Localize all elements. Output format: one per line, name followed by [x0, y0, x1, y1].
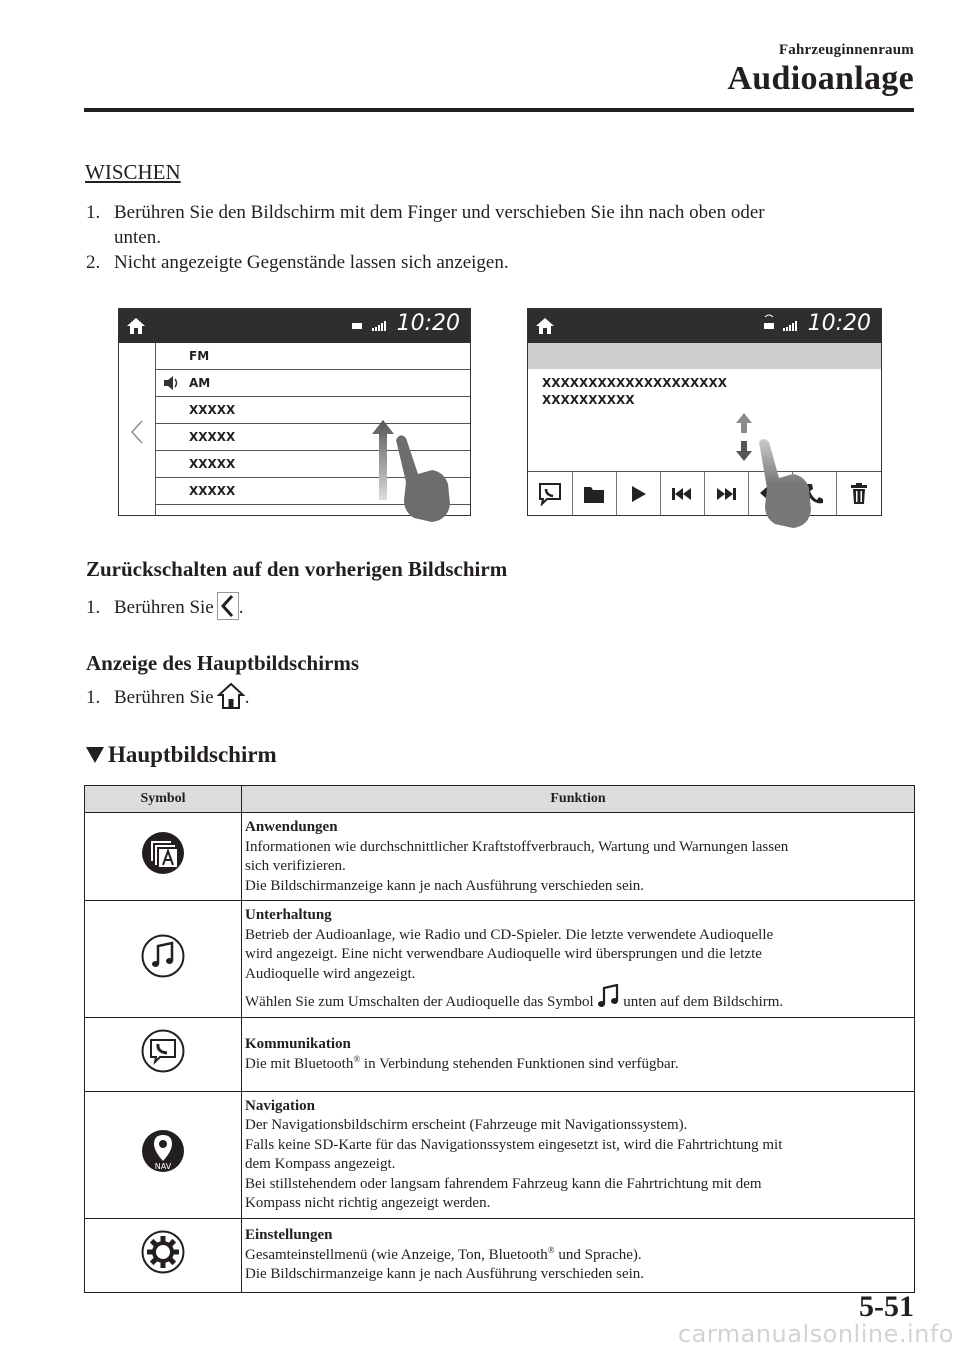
back-heading: Zurückschalten auf den vorherigen Bildschirm	[86, 557, 508, 581]
settings-gear-icon	[141, 1230, 185, 1274]
function-cell: Navigation Der Navigationsbildschirm erscheint (Fahrzeuge mit Navigationssystem). Falls keine SD-Karte für das Navigationssystem eingesetzt ist, wird die Fahrtrichtung mit dem Kompass angezeigt. Bei stillstehendem oder langsam fahrendem Fahrzeug kann die Fahrtrichtung mit dem Kompass nicht richtig angezeigt werden.	[242, 1091, 915, 1218]
table-row	[85, 901, 915, 1018]
list-item[interactable]: XXXXX	[155, 478, 470, 505]
table-row	[85, 1017, 915, 1091]
list-item[interactable]: XXXXX	[155, 424, 470, 451]
back-step: 1. Berühren Sie .	[86, 592, 243, 620]
function-cell: Kommunikation Die mit Bluetooth® in Verbindung stehenden Funktionen sind verfügbar.	[242, 1017, 915, 1091]
symbol-cell	[85, 1091, 242, 1218]
function-table	[84, 785, 915, 1293]
back-chevron-icon	[217, 592, 239, 620]
symbol-cell	[85, 813, 242, 901]
toolbar-btn[interactable]	[660, 472, 705, 516]
grey-band	[528, 343, 881, 369]
music-note-icon	[597, 984, 619, 1010]
step-number: 1.	[86, 597, 101, 618]
triangle-bullet-icon	[86, 747, 104, 763]
signal-icon	[352, 321, 388, 331]
table-row	[85, 813, 915, 901]
home-icon[interactable]	[534, 316, 556, 336]
list-item[interactable]: XXXXX	[155, 397, 470, 424]
toolbar-btn[interactable]	[836, 472, 881, 516]
step-text-cont: unten.	[114, 227, 161, 248]
table-row	[85, 1218, 915, 1292]
page-title: Audioanlage	[727, 60, 914, 97]
table-header-row	[85, 786, 915, 813]
wischen-step-1	[86, 200, 906, 248]
function-cell: Anwendungen Informationen wie durchschnittlicher Kraftstoffverbrauch, Wartung und Warnungen lassen sich verifizieren. Die Bildschirmanzeige kann je nach Ausführung verschieden sein.	[242, 813, 915, 901]
home-heading: Anzeige des Hauptbildschirms	[86, 651, 360, 675]
toolbar	[528, 471, 881, 516]
toolbar-btn[interactable]	[528, 472, 573, 516]
signal-icon	[763, 313, 799, 333]
table-row	[85, 1091, 915, 1218]
communication-icon	[141, 1029, 185, 1073]
header-rule	[84, 108, 914, 112]
step-number: 1.	[86, 202, 101, 223]
symbol-cell	[85, 901, 242, 1018]
header-function: Funktion	[242, 786, 915, 813]
toolbar-btn[interactable]	[704, 472, 749, 516]
function-cell: Einstellungen Gesamteinstellmenü (wie Anzeige, Ton, Bluetooth® und Sprache). Die Bildschirmanzeige kann je nach Ausführung verschieden sein.	[242, 1218, 915, 1292]
music-note-icon	[141, 934, 185, 978]
list-item[interactable]: XXXXX	[155, 451, 470, 478]
scroll-arrows-icon	[735, 413, 753, 461]
symbol-cell	[85, 1218, 242, 1292]
main-screen-heading: Hauptbildschirm	[86, 742, 277, 768]
trash-icon	[850, 483, 868, 505]
symbol-cell	[85, 1017, 242, 1091]
status-bar	[119, 309, 470, 343]
message-text: XXXXXXXXXXXXXXXXXXXX XXXXXXXXXX	[542, 376, 728, 407]
function-cell: Unterhaltung Betrieb der Audioanlage, wie Radio und CD-Spieler. Die letzte verwendete Audioquelle wird angezeigt. Eine nicht verwendbare Audioquelle wird übersprungen und die letzte Audioquelle wird angezeigt. Wählen Sie zum Umschalten der Audioquelle das Symbol unten auf dem Bildschirm.	[242, 901, 915, 1018]
wischen-heading: WISCHEN	[85, 160, 181, 184]
step-number: 1.	[86, 687, 101, 708]
header-symbol: Symbol	[85, 786, 242, 813]
section-name: Fahrzeuginnenraum	[778, 42, 914, 58]
navigation-icon	[141, 1129, 185, 1173]
watermark: carmanualsonline.info	[677, 1320, 954, 1348]
folder-icon	[583, 484, 605, 504]
back-chevron-icon[interactable]	[129, 419, 147, 445]
step-text: Berühren Sie	[114, 687, 214, 708]
step-text: Berühren Sie den Bildschirm mit dem Finger und verschieben Sie ihn nach oben oder	[114, 202, 765, 223]
detail-screen-illustration	[527, 308, 882, 516]
previous-track-icon	[672, 487, 692, 501]
status-bar	[528, 309, 881, 343]
step-text: Berühren Sie	[114, 597, 214, 618]
list-item[interactable]: FM	[155, 343, 470, 370]
play-icon	[631, 485, 647, 503]
page-number: 5-51	[859, 1290, 914, 1323]
toolbar-btn[interactable]	[616, 472, 661, 516]
step-number: 2.	[86, 252, 101, 273]
svg-text:NAV: NAV	[154, 1162, 172, 1172]
step-text: Nicht angezeigte Gegenstände lassen sich anzeigen.	[114, 252, 509, 273]
home-icon	[217, 682, 245, 710]
home-icon[interactable]	[125, 316, 147, 336]
list-item[interactable]: AM	[155, 370, 470, 397]
hand-gesture-icon	[755, 438, 815, 530]
clock: 10:20	[396, 311, 460, 336]
speaker-icon	[163, 375, 179, 391]
toolbar-btn[interactable]	[572, 472, 617, 516]
applications-icon	[141, 831, 185, 875]
next-track-icon	[716, 487, 736, 501]
hand-gesture-icon	[392, 432, 454, 524]
messages-icon	[538, 482, 562, 506]
clock: 10:20	[807, 311, 871, 336]
wischen-step-2	[86, 250, 509, 275]
home-step: 1. Berühren Sie .	[86, 682, 249, 710]
